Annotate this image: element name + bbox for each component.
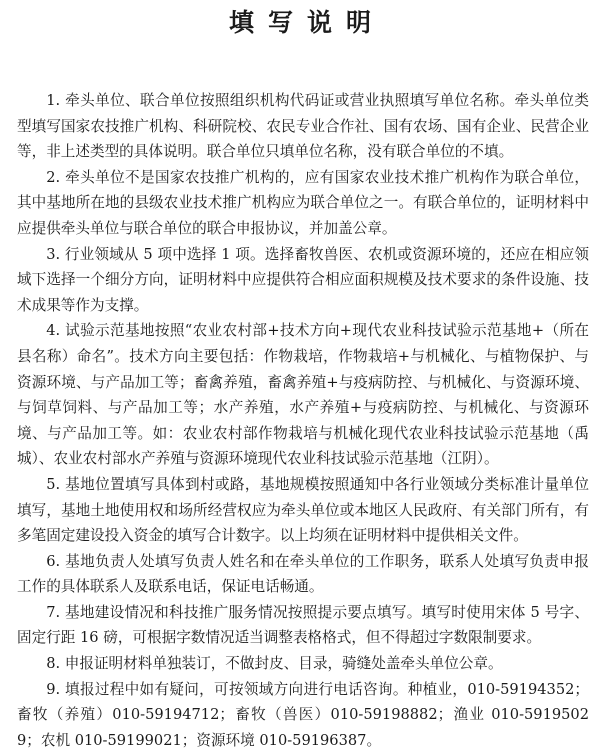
instruction-item-4: 4. 试验示范基地按照“农业农村部+技术方向+现代农业科技试验示范基地+（所在县名称）命名”。技术方向主要包括：作物栽培，作物栽培+与机械化、与植物保护、与资源环境、与产品加工等；畜禽养殖，畜禽养殖+与疫病防控、与机械化、与资源环境、与饲草饲料、与产品加工等；水产养殖，水产养殖+与疫病防控、与机械化、与资源环境、与产品加工等。如：农业农村部作物栽培与机械化现代农业科技试验示范基地（禹城）、农业农村部水产养殖与资源环境现代农业科技试验示范基地（江阴）。 xyxy=(17,322,589,468)
instruction-item-2: 2. 牵头单位不是国家农技推广机构的，应有国家农业技术推广机构作为联合单位，其中基地所在地的县级农业技术推广机构应为联合单位之一。有联合单位的，证明材料中应提供牵头单位与联合单位的联合申报协议，并加盖公章。 xyxy=(17,168,589,237)
instruction-item-8: 8. 申报证明材料单独装订，不做封皮、目录，骑缝处盖牵头单位公章。 xyxy=(46,655,503,673)
instruction-item-5: 5. 基地位置填写具体到村或路，基地规模按照通知中各行业领域分类标准计量单位填写，基地土地使用权和场所经营权应为牵头单位或本地区人民政府、有关部门所有，有多笔固定建设投入资金的填写合计数字。以上均须在证明材料中提供相关文件。 xyxy=(17,475,589,545)
instruction-item-3: 3. 行业领域从 5 项中选择 1 项。选择畜牧兽医、农机或资源环境的，还应在相应领域下选择一个细分方向，证明材料中应提供符合相应面积规模及技术要求的条件设施、技术成果等作为支撑。 xyxy=(17,245,589,314)
instruction-item-1: 1. 牵头单位、联合单位按照组织机构代码证或营业执照填写单位名称。牵头单位类型填写国家农技推广机构、科研院校、农民专业合作社、国有农场、国有企业、民营企业等，非上述类型的具体说明。联合单位只填单位名称，没有联合单位的不填。 xyxy=(17,92,589,161)
instruction-item-7: 7. 基地建设情况和科技推广服务情况按照提示要点填写。填写时使用宋体 5 号字、固定行距 16 磅，可根据字数情况适当调整表格格式，但不得超过字数限制要求。 xyxy=(17,603,589,647)
instructions-body xyxy=(17,88,589,753)
instruction-item-9: 9. 填报过程中如有疑问，可按领域方向进行电话咨询。种植业，010-59194352；畜牧（养殖）010-59194712；畜牧（兽医）010-59198882；渔业 010-59195029；农机 010-59199021；资源环境 010-59196387。 xyxy=(17,680,589,749)
page-title: 填写说明 xyxy=(228,8,385,37)
instruction-item-6: 6. 基地负责人处填写负责人姓名和在牵头单位的工作职务，联系人处填写负责申报工作的具体联系人及联系电话，保证电话畅通。 xyxy=(17,552,589,596)
